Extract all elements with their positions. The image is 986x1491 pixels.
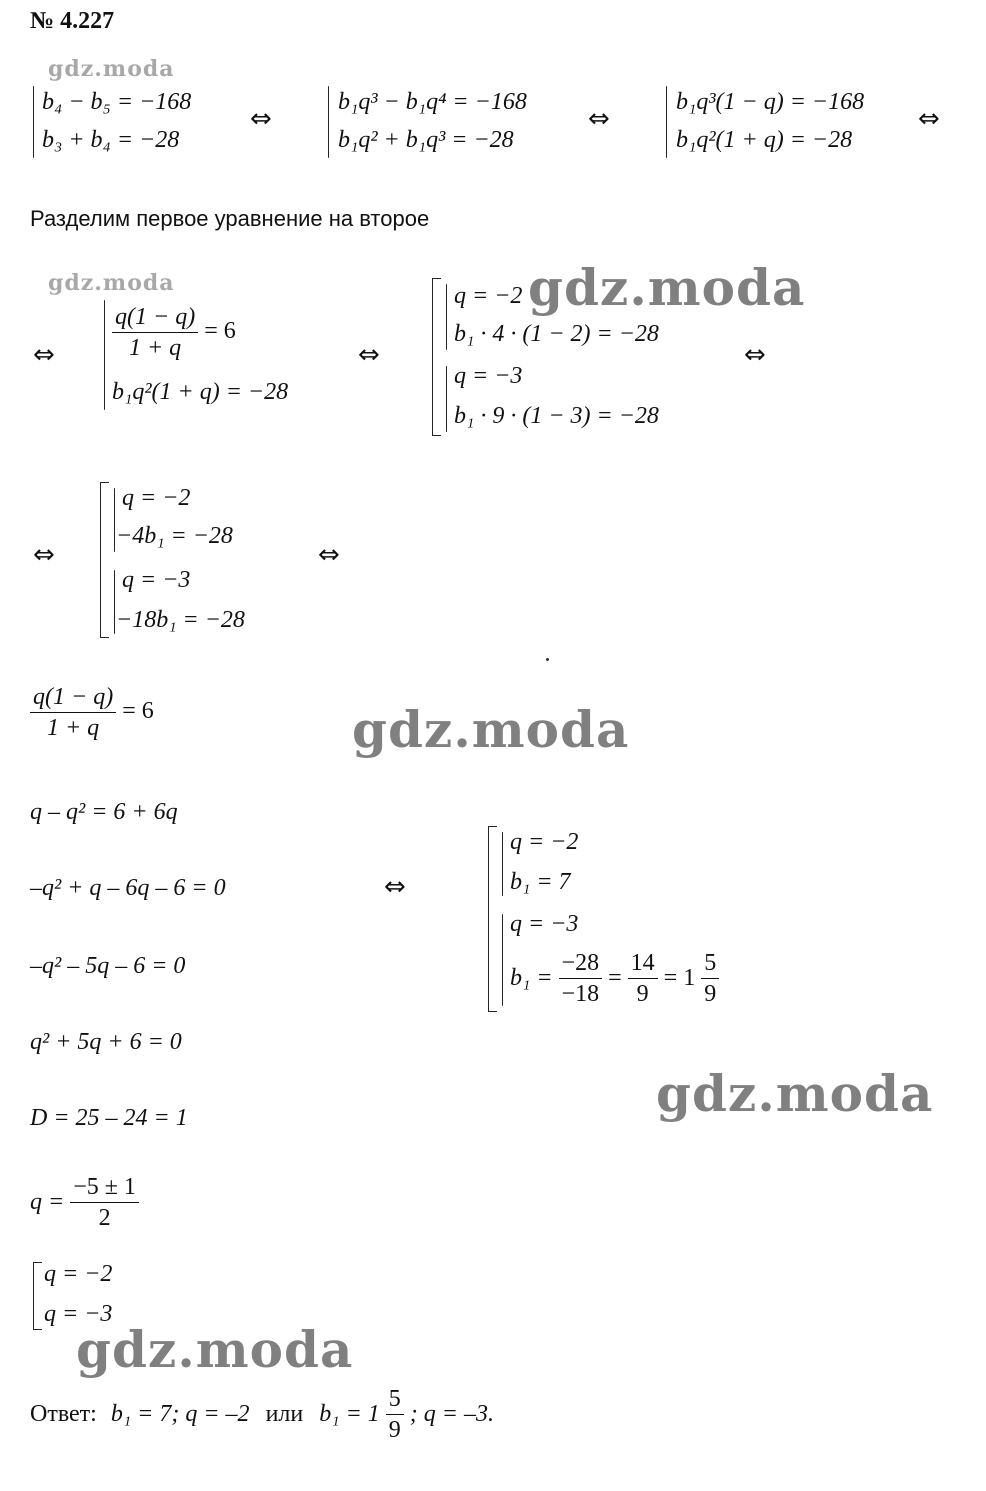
equation-line: b₁q³ − b₁q⁴ = −168 — [338, 89, 527, 115]
equals-sign: = — [608, 965, 622, 991]
answer-or: или — [265, 1401, 304, 1427]
equation-line: q = −2 — [122, 485, 191, 511]
fraction-denominator: 1 + q — [46, 715, 100, 741]
answer-line — [30, 1384, 494, 1445]
fraction — [70, 1172, 139, 1233]
watermark: gdz.moda — [656, 1064, 934, 1123]
equation-line: q = −2 — [510, 829, 579, 855]
bracket — [33, 1262, 42, 1330]
fraction-numerator: 5 — [386, 1384, 404, 1415]
equation-line: −4b₁ = −28 — [116, 523, 233, 549]
equiv-arrow: ⇔ — [918, 104, 940, 134]
root-line: q = −2 — [44, 1261, 113, 1287]
fraction-denominator: 9 — [636, 981, 649, 1007]
brace — [502, 832, 503, 896]
roots-lhs: q = — [30, 1189, 65, 1215]
answer-part2-rhs: ; q = –3. — [409, 1401, 494, 1427]
solution-step: q² + 5q + 6 = 0 — [30, 1029, 182, 1055]
equation-line: q = −3 — [122, 567, 191, 593]
fraction — [30, 682, 116, 743]
brace — [114, 488, 115, 552]
fraction — [701, 948, 719, 1009]
fraction-numerator: 5 — [701, 948, 719, 979]
equiv-arrow: ⇔ — [744, 340, 766, 370]
solution-step: –q² – 5q – 6 = 0 — [30, 953, 186, 979]
root-line: q = −3 — [44, 1301, 113, 1327]
equiv-arrow: ⇔ — [33, 340, 55, 370]
equation-line: q = −3 — [510, 911, 579, 937]
roots-formula — [30, 1172, 139, 1233]
fraction-equation — [30, 682, 154, 743]
watermark: gdz.moda — [76, 1320, 354, 1379]
equiv-arrow: ⇔ — [588, 104, 610, 134]
brace — [328, 86, 329, 158]
watermark: gdz.moda — [528, 258, 806, 317]
b1-lhs: b₁ = — [510, 965, 553, 991]
equation-line: b₁ = 7 — [510, 869, 571, 895]
fraction-rhs: = 6 — [204, 318, 236, 345]
fraction-equation — [112, 302, 236, 363]
equiv-arrow: ⇔ — [318, 540, 340, 570]
brace — [446, 284, 447, 350]
equiv-arrow: ⇔ — [33, 540, 55, 570]
fraction-denominator: −18 — [561, 981, 600, 1007]
fraction-numerator: −28 — [559, 948, 603, 979]
fraction — [386, 1384, 404, 1445]
equation-line: b₁ · 9 · (1 − 3) = −28 — [454, 403, 659, 429]
fraction-denominator: 9 — [704, 981, 717, 1007]
fraction-numerator: 14 — [628, 948, 658, 979]
equation-line: b₁ · 4 · (1 − 2) = −28 — [454, 321, 659, 347]
brace — [104, 300, 105, 410]
fraction-numerator: q(1 − q) — [112, 302, 198, 333]
equiv-arrow: ⇔ — [358, 340, 380, 370]
equation-line: b₁q²(1 + q) = −28 — [676, 127, 853, 153]
watermark: gdz.moda — [48, 270, 175, 296]
fraction — [112, 302, 198, 363]
equation-line: b₁q³(1 − q) = −168 — [676, 89, 865, 115]
bracket — [100, 482, 109, 638]
watermark: gdz.moda — [48, 56, 175, 82]
answer-part1: b₁ = 7; q = –2 — [110, 1401, 250, 1427]
equiv-arrow: ⇔ — [384, 872, 406, 902]
equation-line: q = −2 — [454, 283, 523, 309]
fraction-denominator: 9 — [388, 1417, 401, 1443]
divide-note: Разделим первое уравнение на второе — [30, 206, 430, 231]
mixed-whole: 1 — [683, 965, 696, 991]
brace — [446, 366, 447, 432]
fraction-rhs: = 6 — [122, 698, 154, 725]
equation-line: −18b₁ = −28 — [116, 607, 245, 633]
brace — [666, 86, 667, 158]
watermark: gdz.moda — [352, 700, 630, 759]
equation-line: b₄ − b₅ = −168 — [42, 89, 192, 115]
answer-label: Ответ: — [30, 1401, 97, 1427]
solution-step: –q² + q – 6q – 6 = 0 — [30, 875, 226, 901]
brace — [114, 570, 115, 634]
equation-line: b₁q²(1 + q) = −28 — [112, 379, 289, 405]
problem-number: № 4.227 — [30, 8, 115, 34]
b1-fraction-equation — [510, 948, 719, 1009]
brace — [502, 914, 503, 1006]
equation-line: b₁q² + b₁q³ = −28 — [338, 127, 514, 153]
solution-step: q – q² = 6 + 6q — [30, 799, 178, 825]
equiv-arrow: ⇔ — [250, 104, 272, 134]
stray-dot — [546, 658, 549, 661]
answer-part2-lhs: b₁ = 1 — [319, 1401, 380, 1427]
fraction-denominator: 1 + q — [128, 335, 182, 361]
fraction-denominator: 2 — [98, 1205, 111, 1231]
fraction-numerator: −5 ± 1 — [70, 1172, 139, 1203]
bracket — [432, 278, 441, 436]
discriminant: D = 25 – 24 = 1 — [30, 1105, 188, 1131]
bracket — [488, 826, 497, 1012]
brace — [33, 86, 34, 158]
fraction — [628, 948, 658, 1009]
equals-sign: = — [663, 965, 678, 991]
equation-line: b₃ + b₄ = −28 — [42, 127, 180, 153]
equation-line: q = −3 — [454, 363, 523, 389]
fraction — [559, 948, 603, 1009]
fraction-numerator: q(1 − q) — [30, 682, 116, 713]
